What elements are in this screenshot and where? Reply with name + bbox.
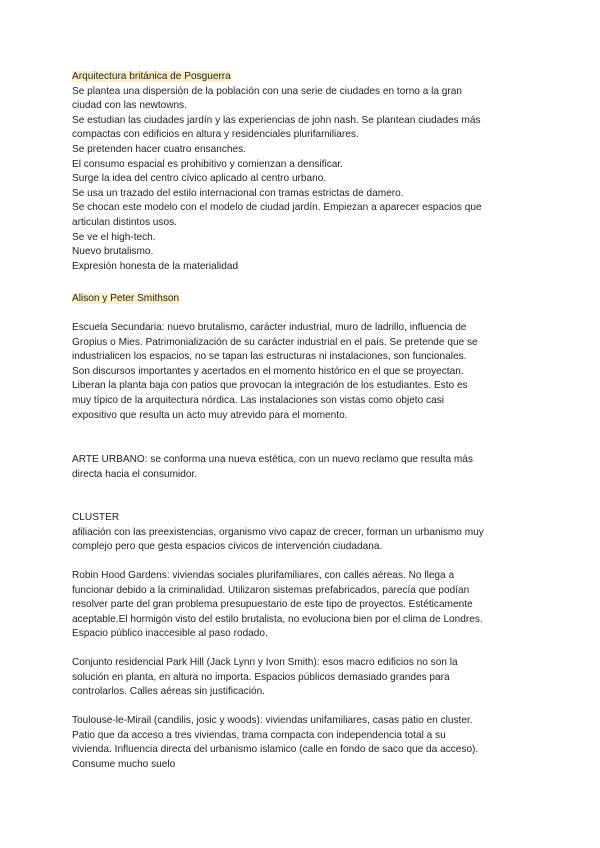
text-line: Gropius o Mies. Patrimonialización de su carácter industrial en el país. Se pretende que se (72, 336, 478, 348)
text-line: Espacio público inaccesible al paso rodado. (72, 628, 268, 640)
text-line: Consume mucho suelo (72, 758, 176, 770)
section-robin-hood (72, 569, 532, 642)
section-park-hill (72, 656, 532, 700)
text-line: Toulouse-le-Mirail (candilis, josic y woods): viviendas unifamiliares, casas patio en cluster. (72, 715, 473, 726)
text-line: industrialicen los espacios, no se tapan las estructuras ni instalaciones, son funcionales. (72, 351, 467, 363)
text-line: ARTE URBANO: se conforma una nueva estética, con un nuevo reclamo que resulta más (72, 454, 473, 465)
text-line: solución en planta, en altura no importa. Espacios públicos demasiado grandes para (72, 671, 450, 683)
text-line: vivienda. Influencia directa del urbanismo islamico (calle en fondo de saco que da acceso). (72, 744, 479, 756)
text-line: ciudad con las newtowns. (72, 100, 188, 112)
text-line: Se estudian las ciudades jardín y las experiencias de john nash. Se plantean ciudades más (72, 114, 481, 126)
text-line: muy típico de la arquitectura nórdica. Las instalaciones son vistas como objeto casi (72, 394, 444, 406)
text-line: Robin Hood Gardens: viviendas sociales plurifamiliares, con calles aéreas. No llega a (72, 570, 455, 581)
text-line: Patio que da acceso a tres viviendas, trama compacta con independencia total a su (72, 729, 446, 741)
text-line: Se pretenden hacer cuatro ensanches. (72, 143, 246, 155)
text-line: complejo pero que gesta espacios cívicos de intervención ciudadana. (72, 541, 383, 553)
text-line: afiliación con las preexistencias, organismo vivo capaz de crecer, forman un urbanismo muy (72, 526, 484, 538)
text-line: compactas con edificios en altura y residenciales plurifamiliares. (72, 129, 359, 141)
highlighted-heading: Alison y Peter Smithson (72, 293, 180, 304)
text-line: Nuevo brutalismo. (72, 246, 154, 258)
section-heading: CLUSTER (72, 512, 120, 523)
text-line: Escuela Secundaria: nuevo brutalismo, carácter industrial, muro de ladrillo, influencia de (72, 322, 467, 333)
text-line: Expresión honesta de la materialidad (72, 260, 239, 272)
text-line: Liberan la planta baja con patios que provocan la integración de los estudiantes. Esto es (72, 380, 468, 392)
section-postwar (72, 70, 532, 274)
section-smithson-heading (72, 292, 532, 307)
section-heading (72, 70, 532, 85)
highlighted-heading: Arquitectura británica de Posguerra (72, 71, 231, 82)
text-line: Son discursos importantes y acertados en el momento histórico en el que se proyectan. (72, 365, 464, 377)
text-line: controlarlos. Calles aéreas sin justificación. (72, 686, 265, 698)
text-line: directa hacia el consumidor. (72, 468, 198, 480)
text-line: Se plantea una dispersión de la población con una serie de ciudades en torno a la gran (72, 85, 463, 97)
text-line: Se chocan este modelo con el modelo de ciudad jardín. Empiezan a aparecer espacios que (72, 202, 482, 214)
text-line: expositivo que resulta un acto muy atrevido para el momento. (72, 409, 348, 421)
text-line: Se usa un trazado del estilo internacional con tramas estrictas de damero. (72, 187, 404, 199)
text-line: Se ve el high-tech. (72, 231, 156, 243)
text-line: resolver parte del gran problema presupuestario de este tipo de proyectos. Estéticamente (72, 599, 473, 611)
text-line: El consumo espacial es prohibitivo y comienzan a densificar. (72, 158, 343, 170)
text-line: Conjunto residencial Park Hill (Jack Lynn y Ivon Smith): esos macro edificios no son la (72, 657, 458, 668)
section-arte-urbano (72, 453, 532, 482)
text-line: Surge la idea del centro cívico aplicado al centro urbano. (72, 173, 327, 185)
section-smithson-body (72, 321, 532, 423)
section-cluster (72, 511, 532, 555)
text-line: funcionar debido a la criminalidad. Utilizaron sistemas prefabricados, parecía que podían (72, 584, 470, 596)
section-toulouse (72, 714, 532, 772)
text-line: aceptable.El hormigón visto del estilo brutalista, no evoluciona bien por el clima de Londres. (72, 613, 483, 625)
text-line: articulan distintos usos. (72, 216, 177, 228)
